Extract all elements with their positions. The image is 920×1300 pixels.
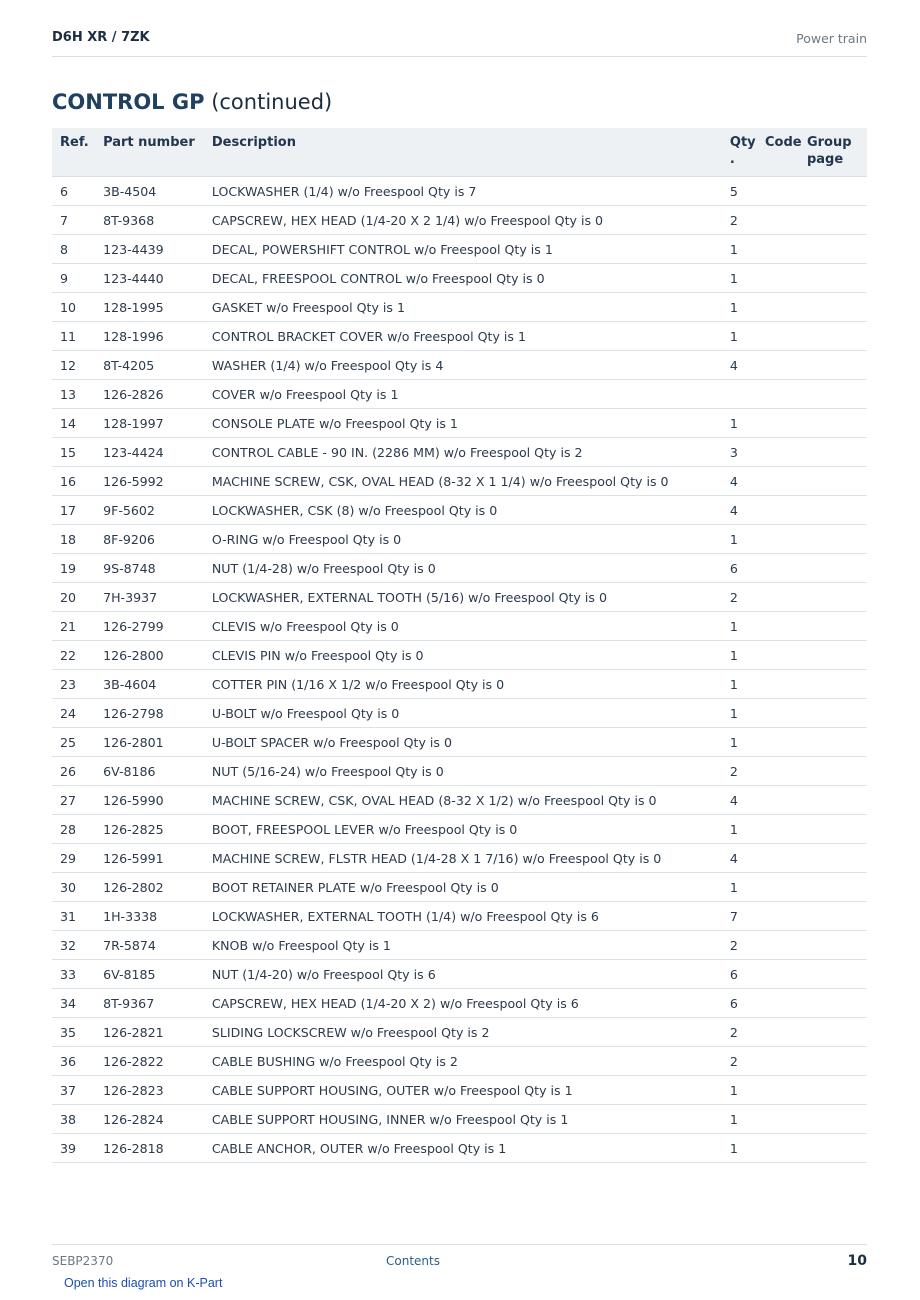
code-cell [757, 293, 799, 322]
qty-cell: 1 [722, 1134, 757, 1163]
contents-link[interactable]: Contents [386, 1254, 440, 1268]
ref-cell: 20 [52, 583, 95, 612]
description-cell: CAPSCREW, HEX HEAD (1/4-20 X 2 1/4) w/o Freespool Qty is 0 [204, 206, 722, 235]
ref-cell: 36 [52, 1047, 95, 1076]
description-cell: O-RING w/o Freespool Qty is 0 [204, 525, 722, 554]
description-cell: CAPSCREW, HEX HEAD (1/4-20 X 2) w/o Freespool Qty is 6 [204, 989, 722, 1018]
code-cell [757, 989, 799, 1018]
ref-cell: 7 [52, 206, 95, 235]
ref-cell: 15 [52, 438, 95, 467]
ref-cell: 23 [52, 670, 95, 699]
code-cell [757, 322, 799, 351]
code-cell [757, 931, 799, 960]
group-page-cell [799, 1018, 867, 1047]
table-row [52, 409, 867, 438]
description-cell: KNOB w/o Freespool Qty is 1 [204, 931, 722, 960]
code-cell [757, 873, 799, 902]
table-row [52, 612, 867, 641]
ref-cell: 35 [52, 1018, 95, 1047]
group-page-cell [799, 235, 867, 264]
part-number-cell: 126-5992 [95, 467, 204, 496]
title-suffix: (continued) [204, 90, 333, 114]
ref-cell: 8 [52, 235, 95, 264]
group-page-cell [799, 873, 867, 902]
table-row [52, 467, 867, 496]
description-cell: LOCKWASHER (1/4) w/o Freespool Qty is 7 [204, 177, 722, 206]
description-cell: DECAL, FREESPOOL CONTROL w/o Freespool Qty is 0 [204, 264, 722, 293]
code-cell [757, 699, 799, 728]
page-footer [52, 1244, 867, 1275]
description-cell: U-BOLT w/o Freespool Qty is 0 [204, 699, 722, 728]
qty-cell: 1 [722, 670, 757, 699]
group-page-cell [799, 409, 867, 438]
column-header-ref: Ref. [52, 128, 95, 177]
parts-table-header [52, 128, 867, 177]
group-name: CONTROL GP [52, 90, 205, 114]
group-page-cell [799, 525, 867, 554]
qty-cell [722, 380, 757, 409]
code-cell [757, 960, 799, 989]
part-number-cell: 8T-9368 [95, 206, 204, 235]
qty-cell: 1 [722, 525, 757, 554]
ref-cell: 6 [52, 177, 95, 206]
code-cell [757, 670, 799, 699]
part-number-cell: 123-4424 [95, 438, 204, 467]
qty-cell: 4 [722, 351, 757, 380]
group-page-cell [799, 844, 867, 873]
table-row [52, 989, 867, 1018]
part-number-cell: 126-2800 [95, 641, 204, 670]
ref-cell: 25 [52, 728, 95, 757]
group-page-cell [799, 612, 867, 641]
part-number-cell: 3B-4604 [95, 670, 204, 699]
code-cell [757, 177, 799, 206]
code-cell [757, 844, 799, 873]
description-cell: CABLE BUSHING w/o Freespool Qty is 2 [204, 1047, 722, 1076]
group-page-cell [799, 1076, 867, 1105]
parts-table [52, 128, 867, 1163]
part-number-cell: 126-2826 [95, 380, 204, 409]
part-number-cell: 126-2802 [95, 873, 204, 902]
parts-table-body [52, 177, 867, 1163]
code-cell [757, 467, 799, 496]
table-row [52, 177, 867, 206]
document-code: SEBP2370 [52, 1254, 114, 1268]
qty-cell: 5 [722, 177, 757, 206]
group-page-cell [799, 757, 867, 786]
part-number-cell: 8T-4205 [95, 351, 204, 380]
qty-cell: 1 [722, 612, 757, 641]
table-row [52, 380, 867, 409]
qty-cell: 1 [722, 728, 757, 757]
ref-cell: 24 [52, 699, 95, 728]
qty-cell: 1 [722, 409, 757, 438]
ref-cell: 37 [52, 1076, 95, 1105]
qty-cell: 6 [722, 989, 757, 1018]
page-number: 10 [847, 1253, 867, 1269]
code-cell [757, 641, 799, 670]
part-number-cell: 8T-9367 [95, 989, 204, 1018]
qty-cell: 1 [722, 322, 757, 351]
description-cell: DECAL, POWERSHIFT CONTROL w/o Freespool Qty is 1 [204, 235, 722, 264]
part-number-cell: 126-5990 [95, 786, 204, 815]
column-header-description: Description [204, 128, 722, 177]
code-cell [757, 235, 799, 264]
table-row [52, 264, 867, 293]
group-page-cell [799, 960, 867, 989]
machine-model: D6H XR / 7ZK [52, 30, 150, 45]
description-cell: U-BOLT SPACER w/o Freespool Qty is 0 [204, 728, 722, 757]
ref-cell: 27 [52, 786, 95, 815]
group-page-cell [799, 264, 867, 293]
qty-cell: 1 [722, 815, 757, 844]
table-row [52, 1047, 867, 1076]
part-number-cell: 9F-5602 [95, 496, 204, 525]
group-page-cell [799, 583, 867, 612]
code-cell [757, 351, 799, 380]
description-cell: BOOT RETAINER PLATE w/o Freespool Qty is 0 [204, 873, 722, 902]
ref-cell: 31 [52, 902, 95, 931]
column-header-part-number: Part number [95, 128, 204, 177]
group-page-cell [799, 641, 867, 670]
description-cell: LOCKWASHER, EXTERNAL TOOTH (5/16) w/o Freespool Qty is 0 [204, 583, 722, 612]
kpart-diagram-link[interactable]: Open this diagram on K-Part [64, 1276, 223, 1290]
description-cell: BOOT, FREESPOOL LEVER w/o Freespool Qty is 0 [204, 815, 722, 844]
qty-cell: 1 [722, 293, 757, 322]
part-number-cell: 126-5991 [95, 844, 204, 873]
page-header [52, 28, 867, 57]
group-page-cell [799, 467, 867, 496]
ref-cell: 14 [52, 409, 95, 438]
part-number-cell: 7H-3937 [95, 583, 204, 612]
code-cell [757, 612, 799, 641]
ref-cell: 34 [52, 989, 95, 1018]
group-page-cell [799, 206, 867, 235]
group-page-cell [799, 322, 867, 351]
qty-cell: 4 [722, 467, 757, 496]
table-row [52, 728, 867, 757]
table-row [52, 351, 867, 380]
description-cell: SLIDING LOCKSCREW w/o Freespool Qty is 2 [204, 1018, 722, 1047]
ref-cell: 19 [52, 554, 95, 583]
qty-cell: 1 [722, 873, 757, 902]
part-number-cell: 123-4440 [95, 264, 204, 293]
ref-cell: 38 [52, 1105, 95, 1134]
part-number-cell: 128-1995 [95, 293, 204, 322]
part-number-cell: 3B-4504 [95, 177, 204, 206]
qty-cell: 2 [722, 1047, 757, 1076]
group-page-cell [799, 1134, 867, 1163]
code-cell [757, 1076, 799, 1105]
qty-cell: 2 [722, 583, 757, 612]
ref-cell: 16 [52, 467, 95, 496]
part-number-cell: 126-2822 [95, 1047, 204, 1076]
ref-cell: 9 [52, 264, 95, 293]
table-row [52, 438, 867, 467]
qty-cell: 2 [722, 206, 757, 235]
table-row [52, 525, 867, 554]
qty-cell: 6 [722, 960, 757, 989]
description-cell: CONTROL BRACKET COVER w/o Freespool Qty is 1 [204, 322, 722, 351]
group-page-cell [799, 1105, 867, 1134]
ref-cell: 18 [52, 525, 95, 554]
table-row [52, 1076, 867, 1105]
table-row [52, 902, 867, 931]
part-number-cell: 9S-8748 [95, 554, 204, 583]
description-cell: CABLE SUPPORT HOUSING, OUTER w/o Freespool Qty is 1 [204, 1076, 722, 1105]
column-header-code: Code [757, 128, 799, 177]
ref-cell: 10 [52, 293, 95, 322]
description-cell: NUT (5/16-24) w/o Freespool Qty is 0 [204, 757, 722, 786]
group-page-cell [799, 815, 867, 844]
qty-cell: 4 [722, 786, 757, 815]
group-page-cell [799, 293, 867, 322]
ref-cell: 21 [52, 612, 95, 641]
qty-cell: 2 [722, 931, 757, 960]
part-number-cell: 126-2824 [95, 1105, 204, 1134]
column-header-qty: Qty . [722, 128, 757, 177]
part-number-cell: 128-1996 [95, 322, 204, 351]
table-row [52, 1105, 867, 1134]
group-page-cell [799, 554, 867, 583]
ref-cell: 12 [52, 351, 95, 380]
ref-cell: 26 [52, 757, 95, 786]
description-cell: GASKET w/o Freespool Qty is 1 [204, 293, 722, 322]
qty-cell: 1 [722, 1076, 757, 1105]
group-page-cell [799, 728, 867, 757]
part-number-cell: 126-2798 [95, 699, 204, 728]
part-number-cell: 126-2825 [95, 815, 204, 844]
code-cell [757, 757, 799, 786]
table-row [52, 699, 867, 728]
description-cell: WASHER (1/4) w/o Freespool Qty is 4 [204, 351, 722, 380]
ref-cell: 33 [52, 960, 95, 989]
ref-cell: 29 [52, 844, 95, 873]
group-page-cell [799, 351, 867, 380]
description-cell: LOCKWASHER, CSK (8) w/o Freespool Qty is 0 [204, 496, 722, 525]
part-number-cell: 126-2801 [95, 728, 204, 757]
qty-cell: 2 [722, 1018, 757, 1047]
description-cell: MACHINE SCREW, FLSTR HEAD (1/4-28 X 1 7/16) w/o Freespool Qty is 0 [204, 844, 722, 873]
part-number-cell: 128-1997 [95, 409, 204, 438]
group-page-cell [799, 670, 867, 699]
code-cell [757, 902, 799, 931]
group-page-cell [799, 699, 867, 728]
part-number-cell: 7R-5874 [95, 931, 204, 960]
qty-cell: 1 [722, 641, 757, 670]
ref-cell: 17 [52, 496, 95, 525]
description-cell: LOCKWASHER, EXTERNAL TOOTH (1/4) w/o Freespool Qty is 6 [204, 902, 722, 931]
ref-cell: 32 [52, 931, 95, 960]
code-cell [757, 206, 799, 235]
description-cell: CONTROL CABLE - 90 IN. (2286 MM) w/o Freespool Qty is 2 [204, 438, 722, 467]
description-cell: COTTER PIN (1/16 X 1/2 w/o Freespool Qty is 0 [204, 670, 722, 699]
group-page-cell [799, 496, 867, 525]
ref-cell: 13 [52, 380, 95, 409]
column-header-group-page: Group page [799, 128, 867, 177]
table-row [52, 206, 867, 235]
group-page-cell [799, 1047, 867, 1076]
qty-cell: 6 [722, 554, 757, 583]
description-cell: CONSOLE PLATE w/o Freespool Qty is 1 [204, 409, 722, 438]
group-page-cell [799, 438, 867, 467]
code-cell [757, 786, 799, 815]
description-cell: NUT (1/4-20) w/o Freespool Qty is 6 [204, 960, 722, 989]
part-number-cell: 8F-9206 [95, 525, 204, 554]
header-row [52, 128, 867, 177]
code-cell [757, 1134, 799, 1163]
section-name: Power train [796, 31, 867, 46]
table-row [52, 322, 867, 351]
qty-cell: 2 [722, 757, 757, 786]
part-number-cell: 123-4439 [95, 235, 204, 264]
part-number-cell: 126-2821 [95, 1018, 204, 1047]
code-cell [757, 1105, 799, 1134]
ref-cell: 28 [52, 815, 95, 844]
qty-cell: 1 [722, 699, 757, 728]
description-cell: CABLE SUPPORT HOUSING, INNER w/o Freespool Qty is 1 [204, 1105, 722, 1134]
part-number-cell: 126-2823 [95, 1076, 204, 1105]
ref-cell: 30 [52, 873, 95, 902]
part-number-cell: 1H-3338 [95, 902, 204, 931]
code-cell [757, 728, 799, 757]
table-row [52, 815, 867, 844]
code-cell [757, 380, 799, 409]
code-cell [757, 554, 799, 583]
code-cell [757, 815, 799, 844]
qty-cell: 1 [722, 1105, 757, 1134]
code-cell [757, 525, 799, 554]
description-cell: COVER w/o Freespool Qty is 1 [204, 380, 722, 409]
table-row [52, 496, 867, 525]
qty-cell: 4 [722, 844, 757, 873]
group-page-cell [799, 786, 867, 815]
part-number-cell: 6V-8185 [95, 960, 204, 989]
table-row [52, 235, 867, 264]
description-cell: CLEVIS PIN w/o Freespool Qty is 0 [204, 641, 722, 670]
description-cell: MACHINE SCREW, CSK, OVAL HEAD (8-32 X 1/2) w/o Freespool Qty is 0 [204, 786, 722, 815]
table-row [52, 844, 867, 873]
table-row [52, 757, 867, 786]
qty-cell: 3 [722, 438, 757, 467]
ref-cell: 22 [52, 641, 95, 670]
group-page-cell [799, 989, 867, 1018]
part-number-cell: 126-2818 [95, 1134, 204, 1163]
table-row [52, 873, 867, 902]
code-cell [757, 583, 799, 612]
code-cell [757, 409, 799, 438]
qty-cell: 7 [722, 902, 757, 931]
table-row [52, 1018, 867, 1047]
qty-cell: 4 [722, 496, 757, 525]
table-row [52, 641, 867, 670]
table-row [52, 931, 867, 960]
description-cell: CLEVIS w/o Freespool Qty is 0 [204, 612, 722, 641]
code-cell [757, 264, 799, 293]
table-row [52, 1134, 867, 1163]
table-row [52, 786, 867, 815]
qty-cell: 1 [722, 264, 757, 293]
ref-cell: 11 [52, 322, 95, 351]
part-number-cell: 126-2799 [95, 612, 204, 641]
group-page-cell [799, 380, 867, 409]
qty-cell: 1 [722, 235, 757, 264]
code-cell [757, 496, 799, 525]
table-row [52, 960, 867, 989]
code-cell [757, 1018, 799, 1047]
code-cell [757, 1047, 799, 1076]
page-title [52, 90, 332, 114]
description-cell: CABLE ANCHOR, OUTER w/o Freespool Qty is 1 [204, 1134, 722, 1163]
group-page-cell [799, 931, 867, 960]
ref-cell: 39 [52, 1134, 95, 1163]
table-row [52, 583, 867, 612]
code-cell [757, 438, 799, 467]
group-page-cell [799, 902, 867, 931]
description-cell: MACHINE SCREW, CSK, OVAL HEAD (8-32 X 1 1/4) w/o Freespool Qty is 0 [204, 467, 722, 496]
table-row [52, 293, 867, 322]
table-row [52, 670, 867, 699]
description-cell: NUT (1/4-28) w/o Freespool Qty is 0 [204, 554, 722, 583]
part-number-cell: 6V-8186 [95, 757, 204, 786]
table-row [52, 554, 867, 583]
group-page-cell [799, 177, 867, 206]
